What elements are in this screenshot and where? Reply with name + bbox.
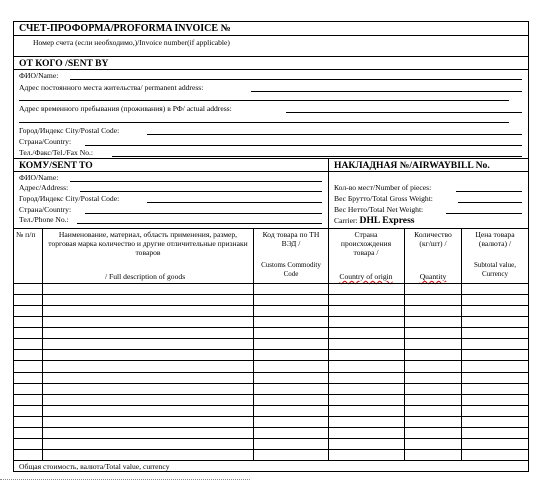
waybill-gross-field[interactable]	[458, 202, 522, 203]
waybill-carrier-label: Carrier:	[334, 216, 358, 225]
table-row[interactable]	[14, 283, 528, 284]
column-header-quantity-en: Quantity	[419, 272, 447, 281]
table-row[interactable]	[14, 460, 528, 461]
sender-actual-address-field-2[interactable]	[19, 122, 509, 123]
recipient-city-label: Город/Индекс City/Postal Code:	[19, 194, 120, 203]
invoice-number-label: Номер счета (если необходимо,)/Invoice number(if applicable)	[33, 38, 230, 47]
table-row[interactable]	[14, 360, 528, 361]
waybill-pieces-label: Кол-во мест/Number of pieces:	[334, 183, 432, 192]
table-row[interactable]	[14, 372, 528, 373]
total-value-label: Общая стоимость, валюта/Total value, currency	[19, 462, 170, 471]
table-row[interactable]	[14, 327, 528, 328]
recipient-header: КОМУ/SENT TO	[19, 160, 93, 171]
column-header-description: Наименование, материал, область применения, размер, торговая марка количество и другие отличительные признаки товаров	[48, 230, 248, 257]
table-column-divider	[42, 228, 43, 460]
table-row[interactable]	[14, 349, 528, 350]
sender-city-field[interactable]	[147, 134, 522, 135]
recipient-address-label: Адрес/Address:	[19, 183, 69, 192]
table-row[interactable]	[14, 338, 528, 339]
waybill-header: НАКЛАДНАЯ №/AIRWAYBILL No.	[334, 160, 490, 171]
table-row[interactable]	[14, 405, 528, 406]
column-header-country-en: Country of origin	[339, 272, 393, 281]
sender-name-field[interactable]	[70, 79, 522, 80]
column-header-code: Код товара по ТН ВЭД /	[262, 230, 320, 248]
table-column-divider	[253, 228, 254, 460]
sender-header: ОТ КОГО /SENT BY	[19, 58, 109, 69]
column-header-number: № п/п	[16, 230, 36, 239]
recipient-country-field[interactable]	[85, 213, 322, 214]
column-header-quantity: Количество (кг/шт) /	[414, 230, 452, 248]
divider	[14, 35, 528, 36]
sender-permanent-address-field-2[interactable]	[19, 100, 509, 101]
waybill-pieces-field[interactable]	[456, 191, 522, 192]
table-row[interactable]	[14, 294, 528, 295]
column-header-code-en: Customs Commodity Code	[261, 261, 321, 278]
table-row[interactable]	[14, 427, 528, 428]
sender-name-label: ФИО/Name:	[19, 71, 59, 80]
table-column-divider	[328, 228, 329, 460]
table-row[interactable]	[14, 416, 528, 417]
column-header-price: Цена товара (валюта) /	[475, 230, 515, 248]
table-column-divider	[461, 228, 462, 460]
divider	[14, 158, 528, 159]
sender-phone-label: Тел./Факс/Tel./Fax No.:	[19, 148, 94, 157]
table-row[interactable]	[14, 383, 528, 384]
sender-actual-address-field[interactable]	[286, 112, 522, 113]
column-header-country: Страна происхождения товара /	[340, 230, 392, 257]
sender-city-label: Город/Индекс City/Postal Code:	[19, 126, 120, 135]
table-row[interactable]	[14, 316, 528, 317]
sender-actual-address-label: Адрес временного пребывания (проживания) в РФ/ actual address:	[19, 104, 232, 113]
table-row[interactable]	[14, 394, 528, 395]
recipient-name-label: ФИО/Name:	[19, 173, 59, 182]
sender-phone-field[interactable]	[112, 156, 522, 157]
recipient-city-field[interactable]	[147, 202, 322, 203]
table-row[interactable]	[14, 438, 528, 439]
page-bottom-strip	[0, 479, 250, 484]
divider	[14, 56, 528, 57]
waybill-net-label: Вес Нетто/Total Net Weight:	[334, 205, 424, 214]
waybill-carrier	[334, 216, 415, 225]
divider	[14, 69, 528, 70]
sender-permanent-address-label: Адрес постоянного места жительства/ permanent address:	[19, 83, 204, 92]
recipient-phone-field[interactable]	[77, 223, 322, 224]
recipient-name-field[interactable]	[70, 181, 322, 182]
recipient-country-label: Страна/Country:	[19, 205, 72, 214]
table-row[interactable]	[14, 449, 528, 450]
waybill-net-field[interactable]	[446, 213, 522, 214]
column-header-description-en: / Full description of goods	[105, 272, 186, 281]
waybill-gross-label: Вес Брутто/Total Gross Weight:	[334, 194, 433, 203]
column-divider	[328, 158, 329, 228]
invoice-title: СЧЕТ-ПРОФОРМА/PROFORMA INVOICE №	[19, 23, 231, 34]
column-header-price-en: Subtotal value, Currency	[474, 261, 516, 278]
sender-country-label: Страна/Country:	[19, 137, 72, 146]
recipient-address-field[interactable]	[80, 191, 322, 192]
table-row[interactable]	[14, 305, 528, 306]
sender-permanent-address-field[interactable]	[251, 91, 522, 92]
table-column-divider	[404, 228, 405, 460]
recipient-phone-label: Тел./Phone No.:	[19, 215, 69, 224]
divider	[14, 228, 528, 229]
sender-country-field[interactable]	[85, 145, 522, 146]
waybill-carrier-value: DHL Express	[359, 215, 415, 226]
divider	[14, 171, 528, 172]
